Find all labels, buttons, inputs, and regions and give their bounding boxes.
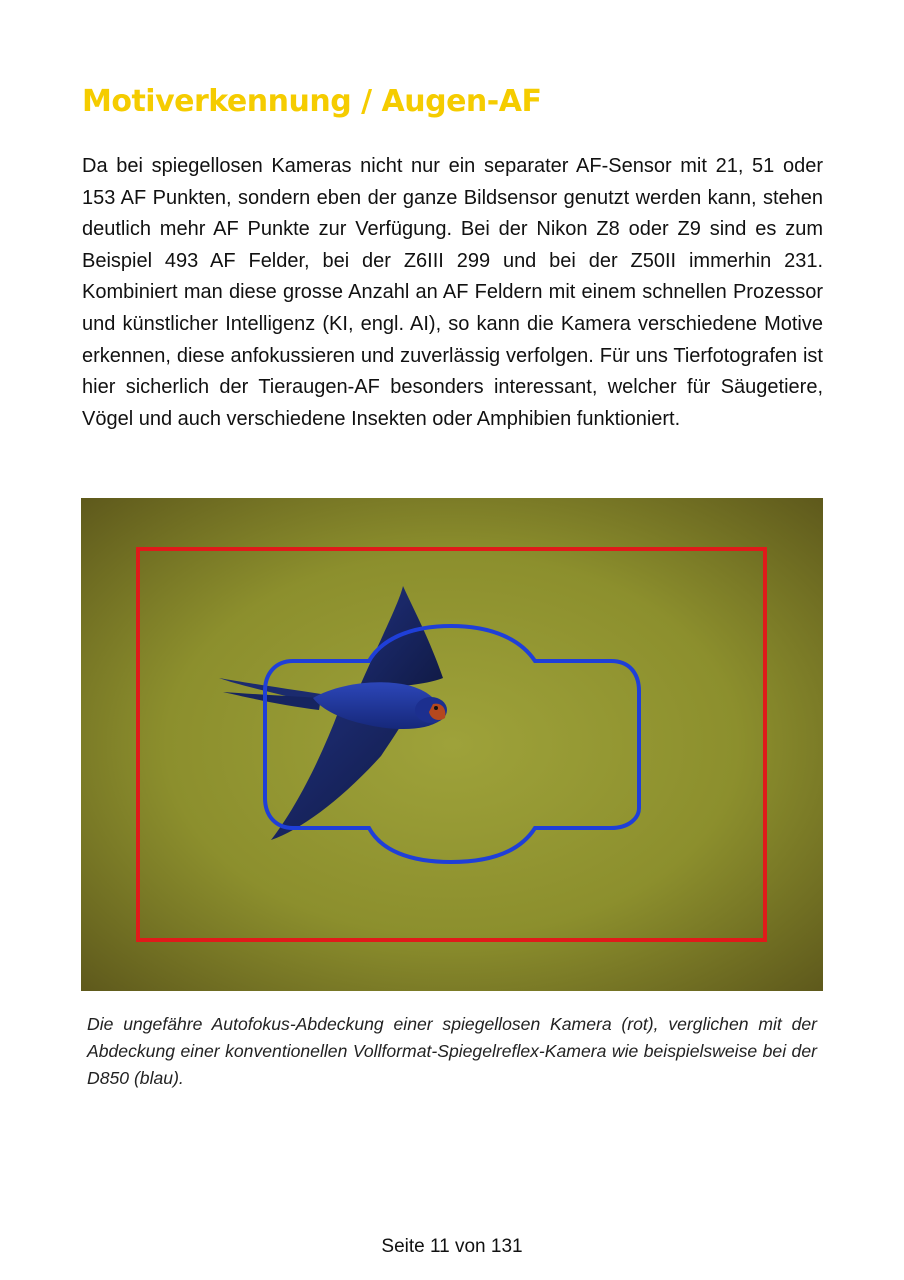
photo-background: [81, 498, 823, 991]
page-number: Seite 11 von 131: [381, 1236, 523, 1257]
photo-canvas: [81, 498, 823, 991]
section-heading: Motiverkennung / Augen-AF: [82, 84, 542, 119]
figure-caption: Die ungefähre Autofokus-Abdeckung einer spiegellosen Kamera (rot), verglichen mit der Abdeckung einer konventionellen Vollformat-Spiegelreflex-Kamera wie beispielsweise bei der D850 (blau).: [87, 1014, 817, 1088]
af-coverage-photo: [81, 498, 823, 991]
body-paragraph: Da bei spiegellosen Kameras nicht nur ein separater AF-Sensor mit 21, 51 oder 153 AF Punkten, sondern eben der ganze Bildsensor genutzt werden kann, stehen deutlich mehr AF Punkte zur Verfügung. Bei der Nikon Z8 oder Z9 sind es zum Beispiel 493 AF Felder, bei der Z6III 299 und bei der Z50II immerhin 231. Kombiniert man diese grosse Anzahl an AF Feldern mit einem schnellen Prozessor und künstlicher Intelligenz (KI, engl. AI), so kann die Kamera verschiedene Motive erkennen, diese anfokussieren und zuverlässig verfolgen. Für uns Tierfotografen ist hier sicherlich der Tieraugen-AF besonders interessant, welcher für Säugetiere, Vögel und auch verschiedene Insekten oder Amphibien funktioniert.: [82, 155, 823, 430]
